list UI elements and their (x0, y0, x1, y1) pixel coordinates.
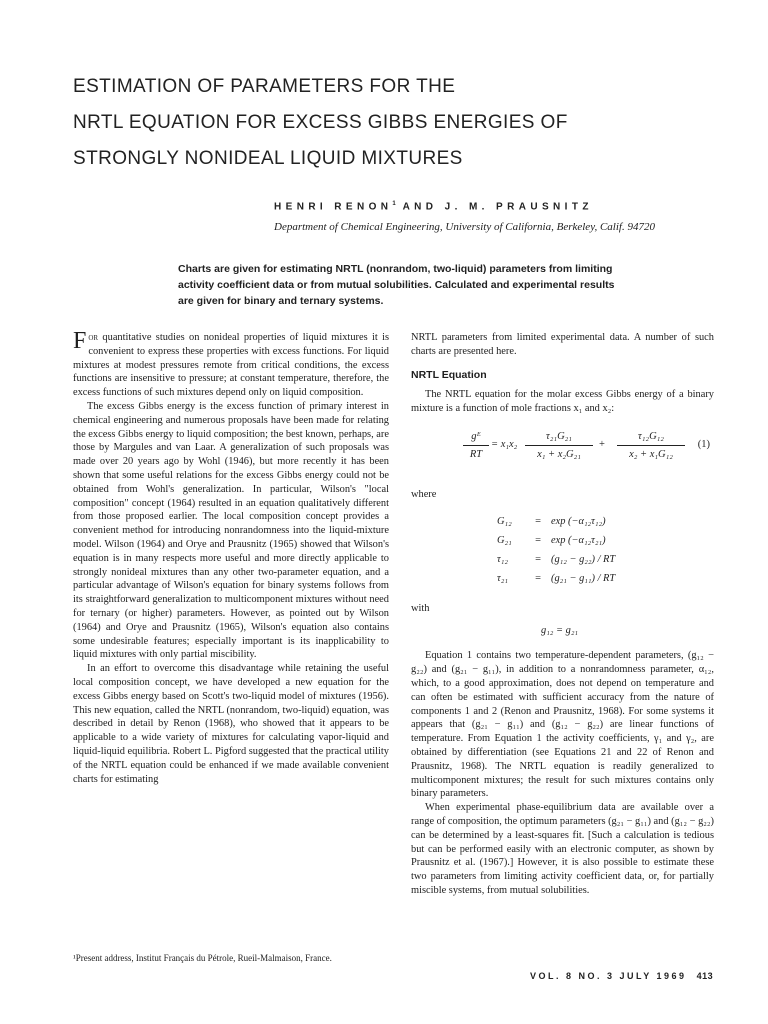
paper-title-line-2: NRTL EQUATION FOR EXCESS GIBBS ENERGIES OF (73, 112, 568, 133)
author-footnote-mark: 1 (392, 201, 396, 207)
authors-and: AND (402, 201, 438, 213)
equation-equals: = x₁x₂ (491, 438, 518, 450)
equation-plus: + (599, 438, 605, 450)
paragraph-continued: NRTL parameters from limited experimental data. A number of such charts are presented here. (411, 332, 714, 357)
equation-lhs-fraction: $\frac{\text{gᴱ}}{RT}$ (463, 430, 489, 462)
definition-row: τ₁₂ = (g₁₂ − g₂₂) / RT (497, 553, 616, 565)
paragraph-equation-1-discussion: Equation 1 contains two temperature-dependent parameters, (g₁₂ − g₂₂) and (g₂₁ − g₁₁), in addition to a nonrandomness parameter, α₁₂, which, to a good approximation, does not depend on temperature and can often be estimated with sufficient accuracy from the nature of components 1 and 2 (Renon and Prausnitz, 1968). For some systems it appears that (g₂₁ − g₁₁) and (g₁₂ − g₂₂) are linear functions of temperature. From Equation 1 the activity coefficients, γ₁ and γ₂, are obtained by differentiation (see Equations 21 and 22 of Renon and Prausnitz, 1968). The NRTL equation is readily generalized to multicomponent mixtures; the result for such mixtures contains only binary parameters. (411, 650, 714, 800)
where-label: where (411, 488, 437, 500)
page-footer (530, 971, 713, 981)
definition-row: G₁₂ = exp (−α₁₂τ₁₂) (497, 515, 606, 527)
equation-term-2: $\frac{\text{τ₁₂G₁₂}}{\text{x₂ + x₁G₁₂}}$ (617, 430, 685, 462)
intro-lead-word: or (88, 332, 99, 343)
journal-issue: VOL. 8 NO. 3 JULY 1969 (530, 971, 687, 981)
g-equality: g₁₂ = g₂₁ (541, 624, 579, 636)
intro-paragraph (73, 328, 389, 400)
paragraph-experimental-data: When experimental phase-equilibrium data are available over a range of composition, the optimum parameters (g₂₁ − g₁₁) and (g₁₂ − g₂₂) can be determined by a least-squares fit. [Such a calculation is tedious but can be performed easily with an electronic computer, as shown by Prausnitz et al. (1967).] However, it is also possible to estimate these two parameters from limiting activity coefficient data, or, for partially miscible systems, from mutual solubilities. (411, 802, 714, 896)
abstract: Charts are given for estimating NRTL (nonrandom, two-liquid) parameters from limiting activity coefficient data or from mutual solubilities. Calculated and experimental results are given for binary and ternary systems. (178, 263, 615, 307)
intro-text: quantitative studies on nonideal properties of liquid mixtures it is convenient to express these properties with excess functions. For liquid mixtures at modest pressures remote from critical conditions, the excess functions are insensitive to pressure; at constant temperature, therefore, the excess functions of such mixtures depend only on liquid composition. (73, 332, 389, 399)
with-label: with (411, 602, 430, 614)
paper-title-line-1: ESTIMATION OF PARAMETERS FOR THE (73, 76, 456, 97)
drop-cap: F (73, 328, 87, 354)
paragraph-nrtl-development: In an effort to overcome this disadvantage while retaining the useful local composition concept, we have developed a new equation for the excess Gibbs energy based on Scott's two-liquid model of mixtures (1956). This new equation, called the NRTL (nonrandom, two-liquid) equation, was described in detail by Renon (1968), who showed that it appears to be applicable to a wide variety of mixtures for calculating vapor-liquid and liquid-liquid equilibria. Robert L. Pigford suggested that the practical utility of the NRTL equation could be enhanced if we made available convenient charts for estimating (73, 663, 389, 785)
definition-row: τ₂₁ = (g₂₁ − g₁₁) / RT (497, 572, 616, 584)
left-column (73, 328, 389, 786)
right-column (411, 331, 714, 898)
footnote: ¹Present address, Institut Français du Pétrole, Rueil-Malmaison, France. (73, 953, 332, 963)
definition-row: G₂₁ = exp (−α₁₂τ₂₁) (497, 534, 606, 546)
equation-term-1: $\frac{\text{τ₂₁G₂₁}}{\text{x₁ + x₂G₂₁}}$ (525, 430, 593, 462)
equation-1 (411, 426, 714, 476)
equation-number: (1) (697, 438, 710, 450)
page-number: 413 (696, 971, 714, 981)
paragraph-equation-intro: The NRTL equation for the molar excess Gibbs energy of a binary mixture is a function of mole fractions x₁ and x₂: (411, 389, 714, 415)
section-heading: NRTL Equation (411, 368, 487, 381)
author-1: HENRI RENON (274, 201, 393, 213)
author-2: J. M. PRAUSNITZ (444, 201, 593, 213)
paragraph-excess-gibbs: The excess Gibbs energy is the excess function of primary interest in chemical engineering and numerous proposals have been made for relating the excess Gibbs energy to liquid composition; the best known, perhaps, are those by Margules and van Laar. A generalization of such proposals was made over 20 years ago by Wohl (1946), but more recently it has been shown that some useful relations for the excess Gibbs energy could not be obtained from Wohl's generalization. In particular, Wilson's "local composition" concept (1964) resulted in an equation qualitatively different from those proposed earlier. The local composition concept provides a convenient method for introducing nonrandomness into the liquid-mixture model. Wilson (1964) and Orye and Prausnitz (1965) showed that Wilson's equation is in many respects more useful and more directly applicable to strongly nonideal mixtures than any other two-parameter equation, and a particular advantage of Wilson's equation for binary systems follows from its straightforward generalization to multicomponent mixtures without need for ternary (or higher) parameters. However, as pointed out by Wilson (1964) and Orye and Prausnitz (1965), Wilson's equation also contains some undesirable features; especially important is its inapplicability to liquid mixtures with only partial miscibility. (73, 400, 389, 661)
paper-title-line-3: STRONGLY NONIDEAL LIQUID MIXTURES (73, 148, 463, 169)
authors-line (274, 201, 593, 212)
definition-equations (497, 512, 714, 588)
affiliation: Department of Chemical Engineering, University of California, Berkeley, Calif. 94720 (274, 221, 655, 233)
